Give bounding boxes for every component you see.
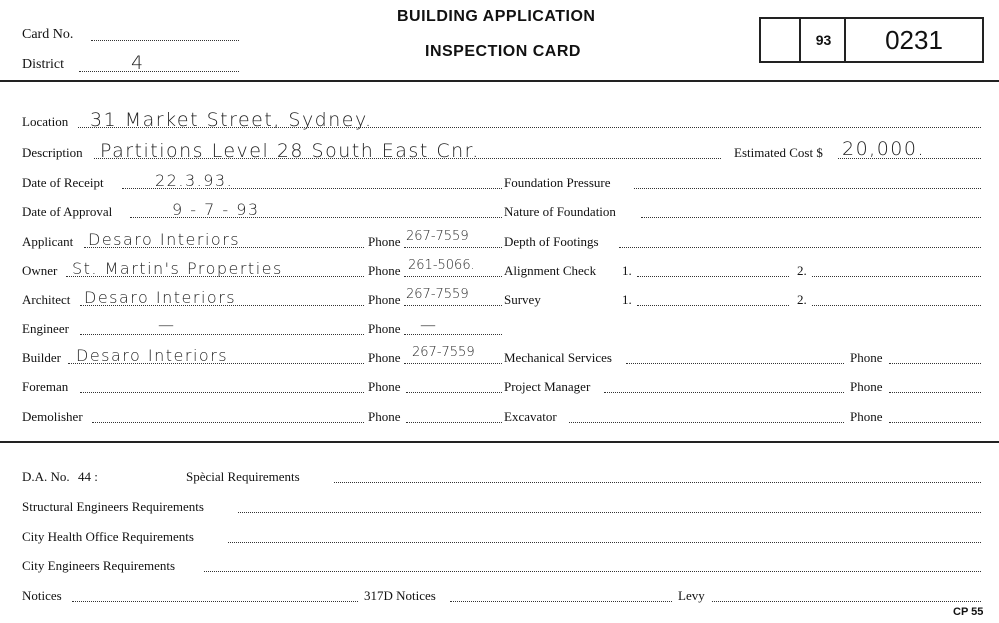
- engineer-phone-label: Phone: [368, 321, 401, 336]
- levy-field[interactable]: [712, 601, 981, 602]
- description-label: Description: [22, 145, 83, 160]
- demolisher-phone-label: Phone: [368, 409, 401, 424]
- da-no-value: 44 :: [78, 469, 98, 484]
- engineer-label: Engineer: [22, 321, 69, 336]
- special-requirements-label: Spècial Requirements: [186, 469, 300, 484]
- form-title-line2: INSPECTION CARD: [425, 43, 581, 60]
- form-code: CP 55: [953, 606, 984, 618]
- special-requirements-field[interactable]: [334, 482, 981, 483]
- applicant-value: Desaro Interiors: [88, 230, 241, 249]
- survey-2-label: 2.: [797, 292, 807, 307]
- engineer-field[interactable]: [80, 334, 364, 335]
- mechanical-phone-label: Phone: [850, 350, 883, 365]
- structural-engineers-field[interactable]: [238, 512, 981, 513]
- applicant-phone-value: 267-7559: [406, 229, 469, 244]
- applicant-label: Applicant: [22, 234, 74, 249]
- date-approval-value: 9 - 7 - 93: [172, 200, 260, 219]
- owner-phone-label: Phone: [368, 263, 401, 278]
- foundation-pressure-label: Foundation Pressure: [504, 175, 611, 190]
- notices-label: Notices: [22, 588, 62, 603]
- notices-field[interactable]: [72, 601, 358, 602]
- alignment-check-1-field[interactable]: [637, 276, 789, 277]
- project-manager-field[interactable]: [604, 392, 844, 393]
- structural-engineers-label: Structural Engineers Requirements: [22, 499, 204, 514]
- engineer-value: —: [158, 315, 176, 334]
- engineer-phone-value: —: [420, 315, 438, 334]
- owner-label: Owner: [22, 263, 58, 278]
- architect-label: Architect: [22, 292, 71, 307]
- builder-label: Builder: [22, 350, 61, 365]
- mechanical-phone-field[interactable]: [889, 363, 981, 364]
- applicant-phone-label: Phone: [368, 234, 401, 249]
- project-manager-phone-label: Phone: [850, 379, 883, 394]
- foreman-field[interactable]: [80, 392, 364, 393]
- foreman-phone-label: Phone: [368, 379, 401, 394]
- mechanical-services-field[interactable]: [626, 363, 844, 364]
- city-engineers-label: City Engineers Requirements: [22, 558, 176, 573]
- survey-2-field[interactable]: [812, 305, 981, 306]
- builder-phone-field[interactable]: [404, 363, 502, 364]
- project-manager-phone-field[interactable]: [889, 392, 981, 393]
- foreman-phone-field[interactable]: [406, 392, 502, 393]
- excavator-field[interactable]: [569, 422, 844, 423]
- foreman-label: Foreman: [22, 379, 69, 394]
- applicant-phone-field[interactable]: [404, 247, 502, 248]
- application-year: 93: [799, 19, 846, 61]
- builder-value: Desaro Interiors: [76, 346, 229, 365]
- card-no-field[interactable]: [91, 40, 239, 41]
- location-label: Location: [22, 114, 69, 129]
- builder-phone-label: Phone: [368, 350, 401, 365]
- mechanical-services-label: Mechanical Services: [504, 350, 612, 365]
- survey-label: Survey: [504, 292, 541, 307]
- district-field[interactable]: [79, 71, 239, 72]
- demolisher-phone-field[interactable]: [406, 422, 502, 423]
- survey-1-field[interactable]: [637, 305, 789, 306]
- application-number-box: [759, 17, 984, 63]
- alignment-check-2-label: 2.: [797, 263, 807, 278]
- owner-phone-value: 261-5066.: [408, 258, 475, 273]
- date-receipt-value: 22.3.93.: [155, 171, 234, 190]
- notices-317d-field[interactable]: [450, 601, 672, 602]
- demolisher-field[interactable]: [92, 422, 364, 423]
- excavator-label: Excavator: [504, 409, 557, 424]
- foundation-pressure-field[interactable]: [634, 188, 981, 189]
- demolisher-label: Demolisher: [22, 409, 83, 424]
- nature-foundation-field[interactable]: [641, 217, 981, 218]
- nature-foundation-label: Nature of Foundation: [504, 204, 616, 219]
- location-value: 31 Market Street, Sydney.: [90, 109, 373, 131]
- da-no-label: D.A. No.: [22, 469, 70, 484]
- project-manager-label: Project Manager: [504, 379, 591, 394]
- levy-label: Levy: [678, 588, 705, 603]
- date-approval-label: Date of Approval: [22, 204, 113, 219]
- card-no-label: Card No.: [22, 27, 74, 42]
- district-value: 4: [131, 52, 145, 74]
- district-label: District: [22, 57, 64, 72]
- depth-footings-label: Depth of Footings: [504, 234, 599, 249]
- notices-317d-label: 317D Notices: [364, 588, 436, 603]
- application-number: 0231: [844, 19, 982, 61]
- excavator-phone-field[interactable]: [889, 422, 981, 423]
- owner-phone-field[interactable]: [404, 276, 502, 277]
- architect-phone-value: 267-7559: [406, 287, 469, 302]
- architect-phone-field[interactable]: [404, 305, 502, 306]
- alignment-check-label: Alignment Check: [504, 263, 597, 278]
- form-title-line1: BUILDING APPLICATION: [397, 8, 596, 25]
- architect-value: Desaro Interiors: [84, 288, 237, 307]
- alignment-check-1-label: 1.: [622, 263, 632, 278]
- city-health-label: City Health Office Requirements: [22, 529, 194, 544]
- city-engineers-field[interactable]: [204, 571, 981, 572]
- alignment-check-2-field[interactable]: [812, 276, 981, 277]
- date-receipt-label: Date of Receipt: [22, 175, 104, 190]
- header-divider: [0, 80, 999, 82]
- estimated-cost-value: 20,000.: [842, 138, 926, 160]
- excavator-phone-label: Phone: [850, 409, 883, 424]
- depth-footings-field[interactable]: [619, 247, 981, 248]
- builder-phone-value: 267-7559: [412, 345, 475, 360]
- survey-1-label: 1.: [622, 292, 632, 307]
- requirements-divider: [0, 441, 999, 443]
- engineer-phone-field[interactable]: [404, 334, 502, 335]
- description-value: Partitions Level 28 South East Cnr.: [100, 140, 480, 162]
- estimated-cost-label: Estimated Cost $: [734, 145, 823, 160]
- city-health-field[interactable]: [228, 542, 981, 543]
- architect-phone-label: Phone: [368, 292, 401, 307]
- owner-value: St. Martin's Properties: [72, 259, 283, 278]
